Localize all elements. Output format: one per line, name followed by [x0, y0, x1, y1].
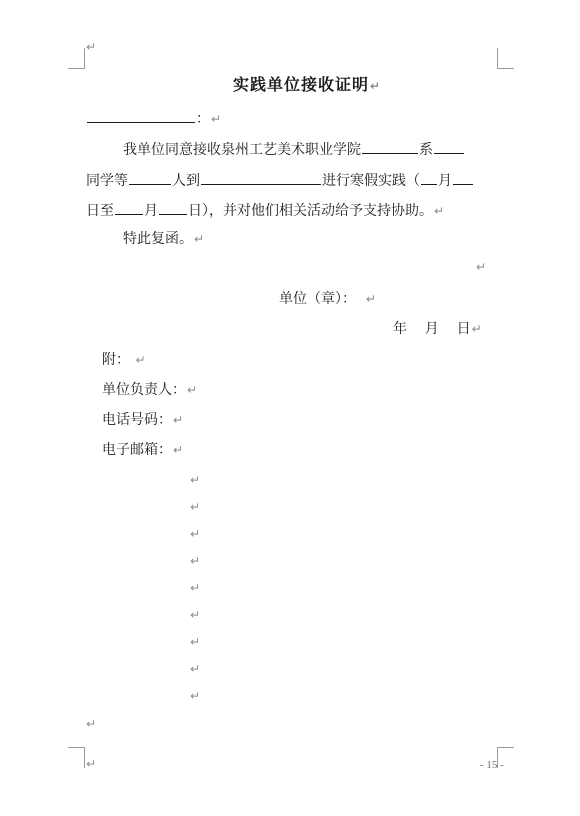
- crop-mark-top-left: [68, 48, 85, 69]
- empty-paragraph-mark: ↵: [190, 581, 201, 595]
- paragraph-mark: ↵: [365, 292, 376, 306]
- empty-paragraph-mark: ↵: [86, 717, 97, 731]
- title-text: 实践单位接收证明: [233, 75, 370, 94]
- page-number: - 15 -: [480, 759, 504, 771]
- empty-paragraph-mark: ↵: [190, 473, 201, 487]
- paragraph-mark: ↵: [471, 322, 482, 336]
- addressee-line: [86, 108, 221, 128]
- body-line-3: [86, 200, 444, 220]
- body-line-4: [123, 230, 204, 248]
- count-blank: [201, 170, 321, 185]
- document-title: [233, 76, 381, 95]
- email-line: [102, 441, 183, 459]
- email-label: 电子邮箱：: [102, 442, 172, 458]
- body-text-3a: 日至: [86, 203, 114, 219]
- empty-paragraph-mark: ↵: [190, 500, 201, 514]
- paragraph-mark: ↵: [135, 353, 146, 367]
- signature-unit-line: [279, 290, 376, 308]
- body-text-2d: 月: [438, 173, 452, 189]
- paragraph-mark: ↵: [211, 112, 222, 126]
- paragraph-mark: ↵: [434, 204, 445, 218]
- start-day-blank: [453, 170, 473, 185]
- body-text-2c: 进行寒假实践（: [322, 173, 420, 189]
- empty-paragraph-mark: ↵: [476, 260, 487, 274]
- paragraph-mark: ↵: [173, 443, 184, 457]
- end-day-blank: [159, 200, 187, 215]
- body-line-2: [86, 170, 474, 190]
- empty-paragraph-mark: ↵: [190, 635, 201, 649]
- major-blank: [434, 139, 464, 154]
- department-blank: [362, 139, 418, 154]
- phone-label: 电话号码：: [102, 412, 172, 428]
- body-text-3c: 日），并对他们相关活动给予支持协助。: [188, 203, 433, 219]
- attachment-label: 附：: [102, 352, 130, 368]
- attachment-line: [102, 351, 146, 369]
- empty-paragraph-mark: ↵: [190, 608, 201, 622]
- closing-text: 特此复函。: [123, 231, 193, 247]
- empty-paragraph-mark: ↵: [190, 554, 201, 568]
- phone-line: [102, 411, 183, 429]
- body-text-2a: 同学等: [86, 173, 128, 189]
- paragraph-mark: ↵: [370, 79, 382, 93]
- paragraph-mark-corner: ↵: [86, 40, 97, 54]
- leader-line: [102, 381, 197, 399]
- body-text-2b: 人到: [172, 173, 200, 189]
- signature-date-line: [393, 320, 482, 338]
- empty-paragraph-mark: ↵: [190, 527, 201, 541]
- paragraph-mark: ↵: [194, 232, 205, 246]
- body-text-1a: 我单位同意接收泉州工艺美术职业学院: [123, 142, 361, 158]
- signature-date: 年 月 日: [393, 321, 471, 337]
- body-text-1b: 系: [419, 142, 433, 158]
- footer-paragraph-mark: ↵: [86, 757, 97, 771]
- leader-label: 单位负责人：: [102, 382, 186, 398]
- signature-unit-label: 单位（章）：: [279, 291, 356, 307]
- empty-paragraph-mark: ↵: [190, 689, 201, 703]
- student-name-blank: [129, 170, 171, 185]
- paragraph-mark: ↵: [173, 413, 184, 427]
- crop-mark-bottom-left: [68, 747, 85, 768]
- paragraph-mark: ↵: [187, 383, 198, 397]
- start-month-blank: [421, 170, 437, 185]
- end-month-blank: [115, 200, 143, 215]
- body-line-1: [123, 139, 465, 159]
- empty-paragraph-mark: ↵: [190, 662, 201, 676]
- crop-mark-top-right: [497, 48, 514, 69]
- addressee-colon: ：: [196, 111, 210, 127]
- body-text-3b: 月: [144, 203, 158, 219]
- addressee-blank: [87, 108, 195, 123]
